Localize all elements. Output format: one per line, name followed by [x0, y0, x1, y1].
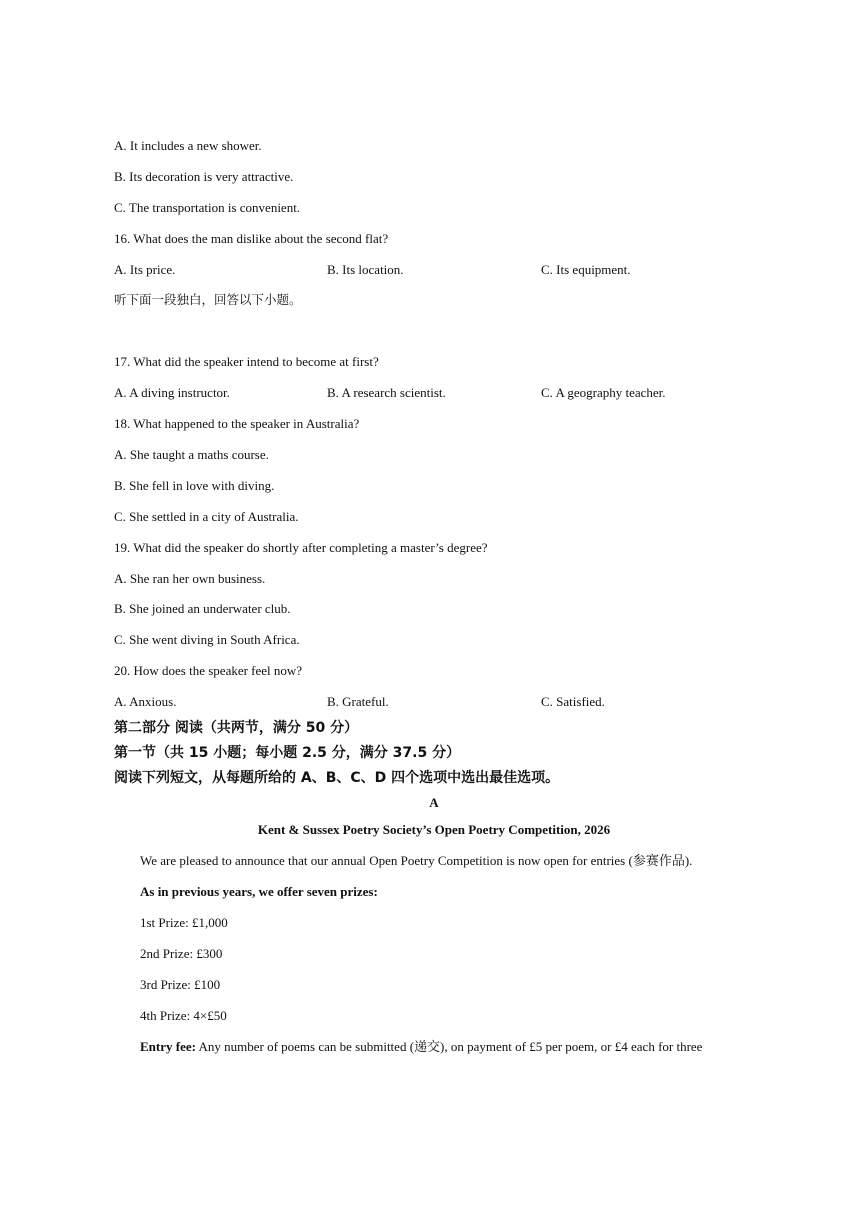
q17-options — [114, 385, 794, 401]
q19-option-a: A. She ran her own business. — [114, 571, 266, 586]
prize-1: 1st Prize: £1,000 — [140, 915, 228, 930]
q17-option-a: A. A diving instructor. — [114, 385, 230, 400]
entry-fee-label: Entry fee: — [140, 1039, 196, 1054]
monologue-instruction: 听下面一段独白，回答以下小题。 — [114, 292, 302, 307]
prize-2: 2nd Prize: £300 — [140, 946, 223, 961]
question-18: 18. What happened to the speaker in Australia? — [114, 416, 360, 431]
q20-option-c: C. Satisfied. — [541, 694, 605, 709]
entry-fee-text: Any number of poems can be submitted (递交), on payment of £5 per poem, or £4 each for three — [195, 1039, 703, 1054]
passage-letter: A — [429, 795, 439, 810]
q19-option-c: C. She went diving in South Africa. — [114, 632, 300, 647]
entry-fee-line — [140, 1039, 702, 1055]
question-17: 17. What did the speaker intend to become at first? — [114, 354, 379, 369]
q19-option-b: B. She joined an underwater club. — [114, 601, 291, 616]
q18-option-b: B. She fell in love with diving. — [114, 478, 275, 493]
part2-heading: 第二部分 阅读（共两节，满分 50 分） — [114, 720, 359, 736]
q15-option-a: A. It includes a new shower. — [114, 138, 262, 153]
q20-option-b: B. Grateful. — [327, 694, 389, 709]
q20-option-a: A. Anxious. — [114, 694, 177, 709]
q18-option-a: A. She taught a maths course. — [114, 447, 269, 462]
reading-instruction: 阅读下列短文，从每题所给的 A、B、C、D 四个选项中选出最佳选项。 — [114, 770, 560, 786]
question-20: 20. How does the speaker feel now? — [114, 663, 303, 678]
question-19: 19. What did the speaker do shortly after completing a master’s degree? — [114, 540, 488, 555]
q16-options — [114, 262, 794, 278]
q18-option-c: C. She settled in a city of Australia. — [114, 509, 299, 524]
q16-option-a: A. Its price. — [114, 262, 176, 277]
q16-option-b: B. Its location. — [327, 262, 404, 277]
q15-option-c: C. The transportation is convenient. — [114, 200, 301, 215]
prizes-heading: As in previous years, we offer seven prizes: — [140, 884, 378, 899]
passage-title: Kent & Sussex Poetry Society’s Open Poetry Competition, 2026 — [257, 822, 611, 837]
question-16: 16. What does the man dislike about the second flat? — [114, 231, 389, 246]
q16-option-c: C. Its equipment. — [541, 262, 631, 277]
q20-options — [114, 694, 794, 710]
passage-intro: We are pleased to announce that our annual Open Poetry Competition is now open for entries (参赛作品). — [140, 853, 693, 868]
q15-option-b: B. Its decoration is very attractive. — [114, 169, 294, 184]
q17-option-c: C. A geography teacher. — [541, 385, 666, 400]
section1-heading: 第一节（共 15 小题；每小题 2.5 分，满分 37.5 分） — [114, 745, 461, 761]
q17-option-b: B. A research scientist. — [327, 385, 446, 400]
prize-3: 3rd Prize: £100 — [140, 977, 221, 992]
prize-4: 4th Prize: 4×£50 — [140, 1008, 227, 1023]
